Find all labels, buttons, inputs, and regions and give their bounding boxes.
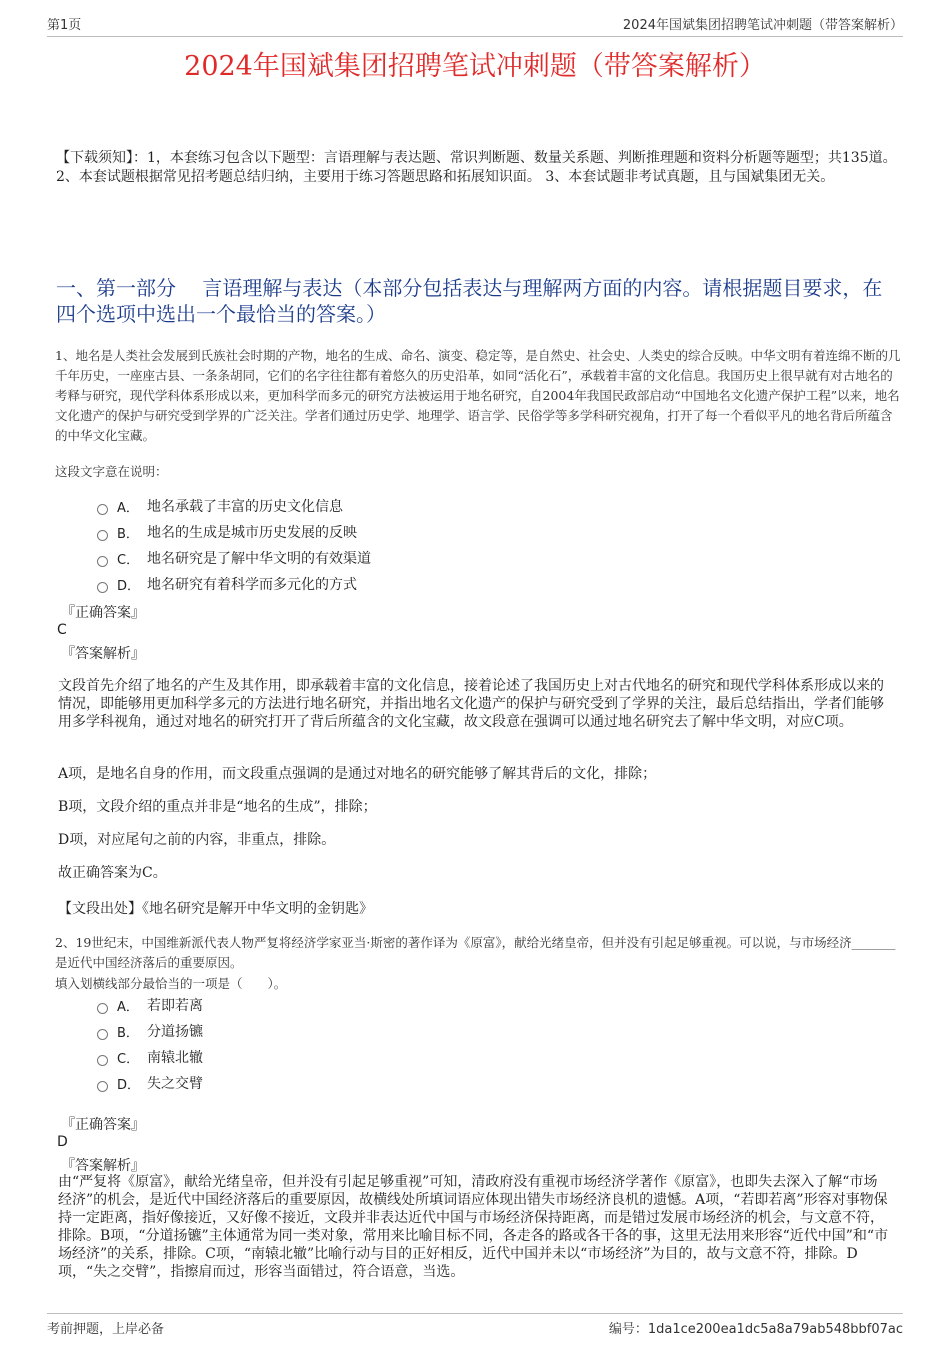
question-2-answer: D bbox=[57, 1134, 68, 1150]
section-heading: 一、第一部分 言语理解与表达（本部分包括表达与理解两方面的内容。请根据题目要求，在四个选项中选出一个最恰当的答案。） bbox=[56, 276, 883, 326]
question-2-options bbox=[97, 992, 203, 1096]
question-1-analysis-b: B项，文段介绍的重点并非是“地名的生成”，排除； bbox=[58, 799, 377, 815]
radio-icon[interactable] bbox=[97, 504, 108, 515]
radio-icon[interactable] bbox=[97, 1029, 108, 1040]
question-1-option-a[interactable]: A． 地名承载了丰富的历史文化信息 bbox=[97, 493, 371, 519]
question-2-option-d[interactable]: D． 失之交臂 bbox=[97, 1070, 203, 1096]
question-1-source: 【文段出处】《地名研究是解开中华文明的金钥匙》 bbox=[58, 901, 373, 917]
question-2-option-b[interactable]: B． 分道扬镳 bbox=[97, 1018, 203, 1044]
page-number: 第1页 bbox=[47, 18, 82, 33]
question-2-text: 2、19世纪末，中国维新派代表人物严复将经济学家亚当·斯密的著作译为《原富》，献给光绪皇帝，但并没有引起足够重视。可以说，与市场经济_______是近代中国经济落后的重要原因。 bbox=[55, 935, 896, 970]
question-1-answer-label: 『正确答案』 bbox=[61, 605, 145, 621]
question-2-option-c[interactable]: C． 南辕北辙 bbox=[97, 1044, 203, 1070]
running-title: 2024年国斌集团招聘笔试冲刺题（带答案解析） bbox=[622, 18, 903, 33]
radio-icon[interactable] bbox=[97, 556, 108, 567]
download-notice: 【下载须知】：1，本套练习包含以下题型：言语理解与表达题、常识判断题、数量关系题、判断推理题和资料分析题等题型；共135道。 2、本套试题根据常见招考题总结归纳，主要用于练习答题思路和拓展知识面。 3、本套试题非考试真题，且与国斌集团无关。 bbox=[56, 150, 897, 185]
question-2-analysis: 由“严复将《原富》，献给光绪皇帝，但并没有引起足够重视”可知，清政府没有重视市场经济学著作《原富》，也即失去深入了解“市场经济”的机会，是近代中国经济落后的重要原因，故横线处所填词语应体现出错失市场经济良机的遗憾。A项，“若即若离”形容对事物保持一定距离，指好像接近，又好像不接近，文段并非表达近代中国与市场经济保持距离，而是错过发展市场经济的机会，与文意不符，排除。B项，“分道扬镳”主体通常为同一类对象，常用来比喻目标不同，各走各的路或各干各的事，这里无法用来形容“近代中国”和“市场经济”的关系，排除。C项，“南辕北辙”比喻行动与目的正好相反，近代中国并未以“市场经济”为目的，故与文意不符，排除。D项，“失之交臂”，指擦肩而过，形容当面错过，符合语意，当选。 bbox=[58, 1174, 889, 1280]
footer-slogan: 考前押题，上岸必备 bbox=[47, 1322, 165, 1337]
radio-icon[interactable] bbox=[97, 1081, 108, 1092]
question-1-analysis-main: 文段首先介绍了地名的产生及其作用，即承载着丰富的文化信息，接着论述了我国历史上对古代地名的研究和现代学科体系形成以来的情况，即能够用更加科学多元的方法进行地名研究，并指出地名文化遗产的保护与研究受到了学界的关注，最后总结指出，学者们能够用多学科视角，通过对地名的研究打开了背后所蕴含的文化宝藏，故文段意在强调可以通过地名研究去了解中华文明，对应C项。 bbox=[58, 678, 884, 730]
question-1-answer: C bbox=[57, 622, 67, 638]
question-1-option-b[interactable]: B． 地名的生成是城市历史发展的反映 bbox=[97, 519, 371, 545]
question-1-options bbox=[97, 493, 371, 597]
document-code: 编号：1da1ce200ea1dc5a8a79ab548bbf07ac bbox=[608, 1322, 903, 1337]
question-2-prompt: 填入划横线部分最恰当的一项是（ ）。 bbox=[55, 976, 287, 991]
question-2-answer-label: 『正确答案』 bbox=[61, 1117, 145, 1133]
radio-icon[interactable] bbox=[97, 582, 108, 593]
page-footer bbox=[47, 1313, 903, 1337]
page-header bbox=[47, 14, 903, 37]
question-2-analysis-label: 『答案解析』 bbox=[61, 1158, 145, 1174]
question-1-option-c[interactable]: C． 地名研究是了解中华文明的有效渠道 bbox=[97, 545, 371, 571]
question-1-analysis-d: D项，对应尾句之前的内容，非重点，排除。 bbox=[58, 832, 336, 848]
question-1-text: 1、地名是人类社会发展到氏族社会时期的产物，地名的生成、命名、演变、稳定等，是自然史、社会史、人类史的综合反映。中华文明有着连绵不断的几千年历史，一座座古县、一条条胡同，它们的名字往往都有着悠久的历史沿革，如同“活化石”，承载着丰富的文化信息。我国历史上很早就有对古地名的考释与研究，现代学科体系形成以来，更加科学而多元的研究方法被运用于地名研究，自2004年我国民政部启动“中国地名文化遗产保护工程”以来，地名文化遗产的保护与研究受到学界的广泛关注。学者们通过历史学、地理学、语言学、民俗学等多学科研究视角，打开了每一个看似平凡的地名背后所蕴含的中华文化宝藏。 bbox=[55, 348, 901, 443]
question-2-option-a[interactable]: A． 若即若离 bbox=[97, 992, 203, 1018]
question-1-prompt: 这段文字意在说明： bbox=[55, 464, 168, 479]
radio-icon[interactable] bbox=[97, 530, 108, 541]
question-1-option-d[interactable]: D． 地名研究有着科学而多元化的方式 bbox=[97, 571, 371, 597]
document-title: 2024年国斌集团招聘笔试冲刺题（带答案解析） bbox=[184, 51, 766, 82]
question-1-conclusion: 故正确答案为C。 bbox=[58, 865, 167, 881]
radio-icon[interactable] bbox=[97, 1055, 108, 1066]
question-1-analysis-label: 『答案解析』 bbox=[61, 646, 145, 662]
radio-icon[interactable] bbox=[97, 1003, 108, 1014]
question-1-analysis-a: A项，是地名自身的作用，而文段重点强调的是通过对地名的研究能够了解其背后的文化，排除； bbox=[58, 766, 657, 782]
